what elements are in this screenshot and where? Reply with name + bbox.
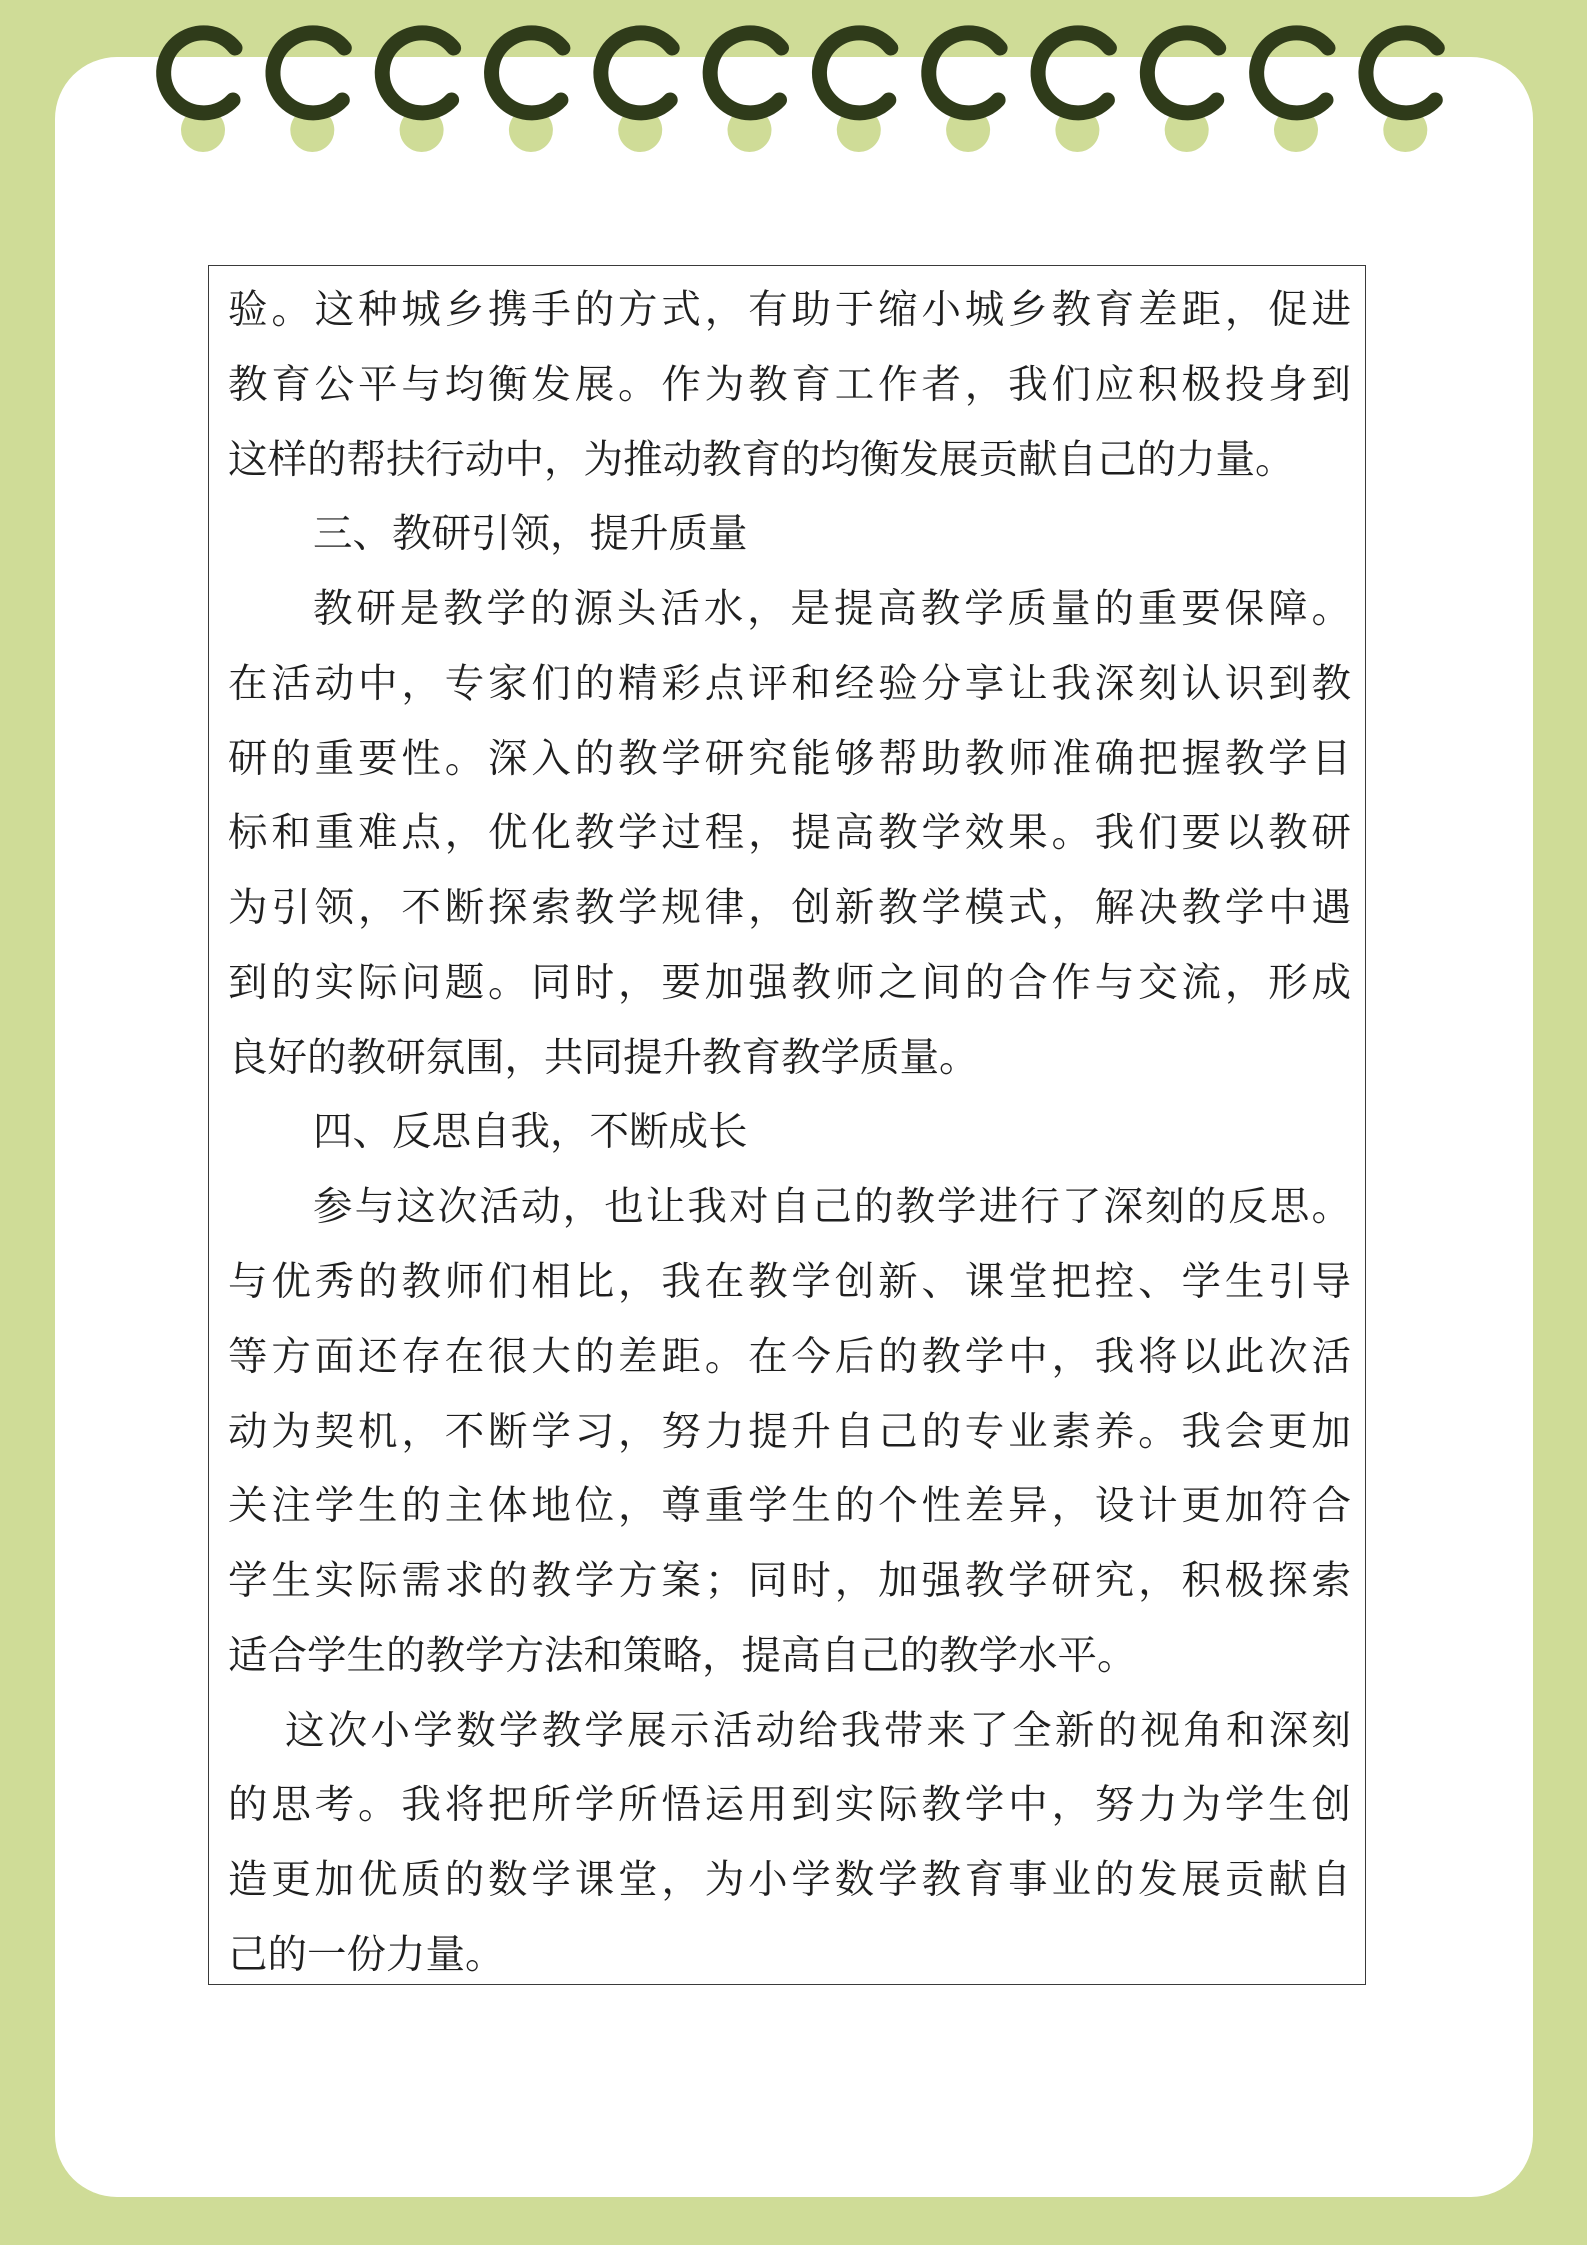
text-line: 为引领，不断探索教学规律，创新教学模式，解决教学中遇 [228, 885, 1351, 931]
text-line: 在活动中，专家们的精彩点评和经验分享让我深刻认识到教 [228, 661, 1351, 707]
binding-ring [1366, 33, 1437, 113]
binding-ring [273, 33, 344, 113]
text-line: 验。这种城乡携手的方式，有助于缩小城乡教育差距，促进 [228, 287, 1351, 333]
text-line: 到的实际问题。同时，要加强教师之间的合作与交流，形成 [228, 960, 1351, 1006]
text-line: 动为契机，不断学习，努力提升自己的专业素养。我会更加 [228, 1409, 1351, 1455]
text-line: 己的一份力量。 [228, 1932, 505, 1978]
text-line: 教育公平与均衡发展。作为教育工作者，我们应积极投身到 [228, 362, 1351, 408]
section-heading: 三、教研引领，提升质量 [313, 511, 748, 557]
binding-ring [164, 33, 235, 113]
text-line: 关注学生的主体地位，尊重学生的个性差异，设计更加符合 [228, 1483, 1351, 1529]
text-line: 研的重要性。深入的教学研究能够帮助教师准确把握教学目 [228, 736, 1351, 782]
spiral-binding [0, 0, 1587, 170]
text-line: 与优秀的教师们相比，我在教学创新、课堂把控、学生引导 [228, 1259, 1351, 1305]
text-line: 适合学生的教学方法和策略，提高自己的教学水平。 [228, 1633, 1137, 1679]
section-heading: 四、反思自我，不断成长 [313, 1109, 748, 1155]
binding-ring [492, 33, 563, 113]
binding-ring [929, 33, 1000, 113]
binding-ring [1038, 33, 1109, 113]
text-line: 学生实际需求的教学方案；同时，加强教学研究，积极探索 [228, 1558, 1351, 1604]
text-line: 参与这次活动，也让我对自己的教学进行了深刻的反思。 [313, 1184, 1351, 1230]
essay-text-box [208, 265, 1366, 1985]
text-line: 等方面还存在很大的差距。在今后的教学中，我将以此次活 [228, 1334, 1351, 1380]
binding-ring [1147, 33, 1218, 113]
text-line: 教研是教学的源头活水，是提高教学质量的重要保障。 [313, 586, 1351, 632]
text-line: 这样的帮扶行动中，为推动教育的均衡发展贡献自己的力量。 [228, 437, 1295, 483]
text-line: 良好的教研氛围，共同提升教育教学质量。 [228, 1035, 979, 1081]
text-line: 造更加优质的数学课堂，为小学数学教育事业的发展贡献自 [228, 1857, 1351, 1903]
binding-ring [382, 33, 453, 113]
binding-ring [819, 33, 890, 113]
binding-ring [710, 33, 781, 113]
binding-ring [1257, 33, 1328, 113]
binding-ring [601, 33, 672, 113]
text-line: 的思考。我将把所学所悟运用到实际教学中，努力为学生创 [228, 1782, 1351, 1828]
text-line: 标和重难点，优化教学过程，提高教学效果。我们要以教研 [228, 810, 1351, 856]
text-line: 这次小学数学教学展示活动给我带来了全新的视角和深刻 [285, 1708, 1351, 1754]
